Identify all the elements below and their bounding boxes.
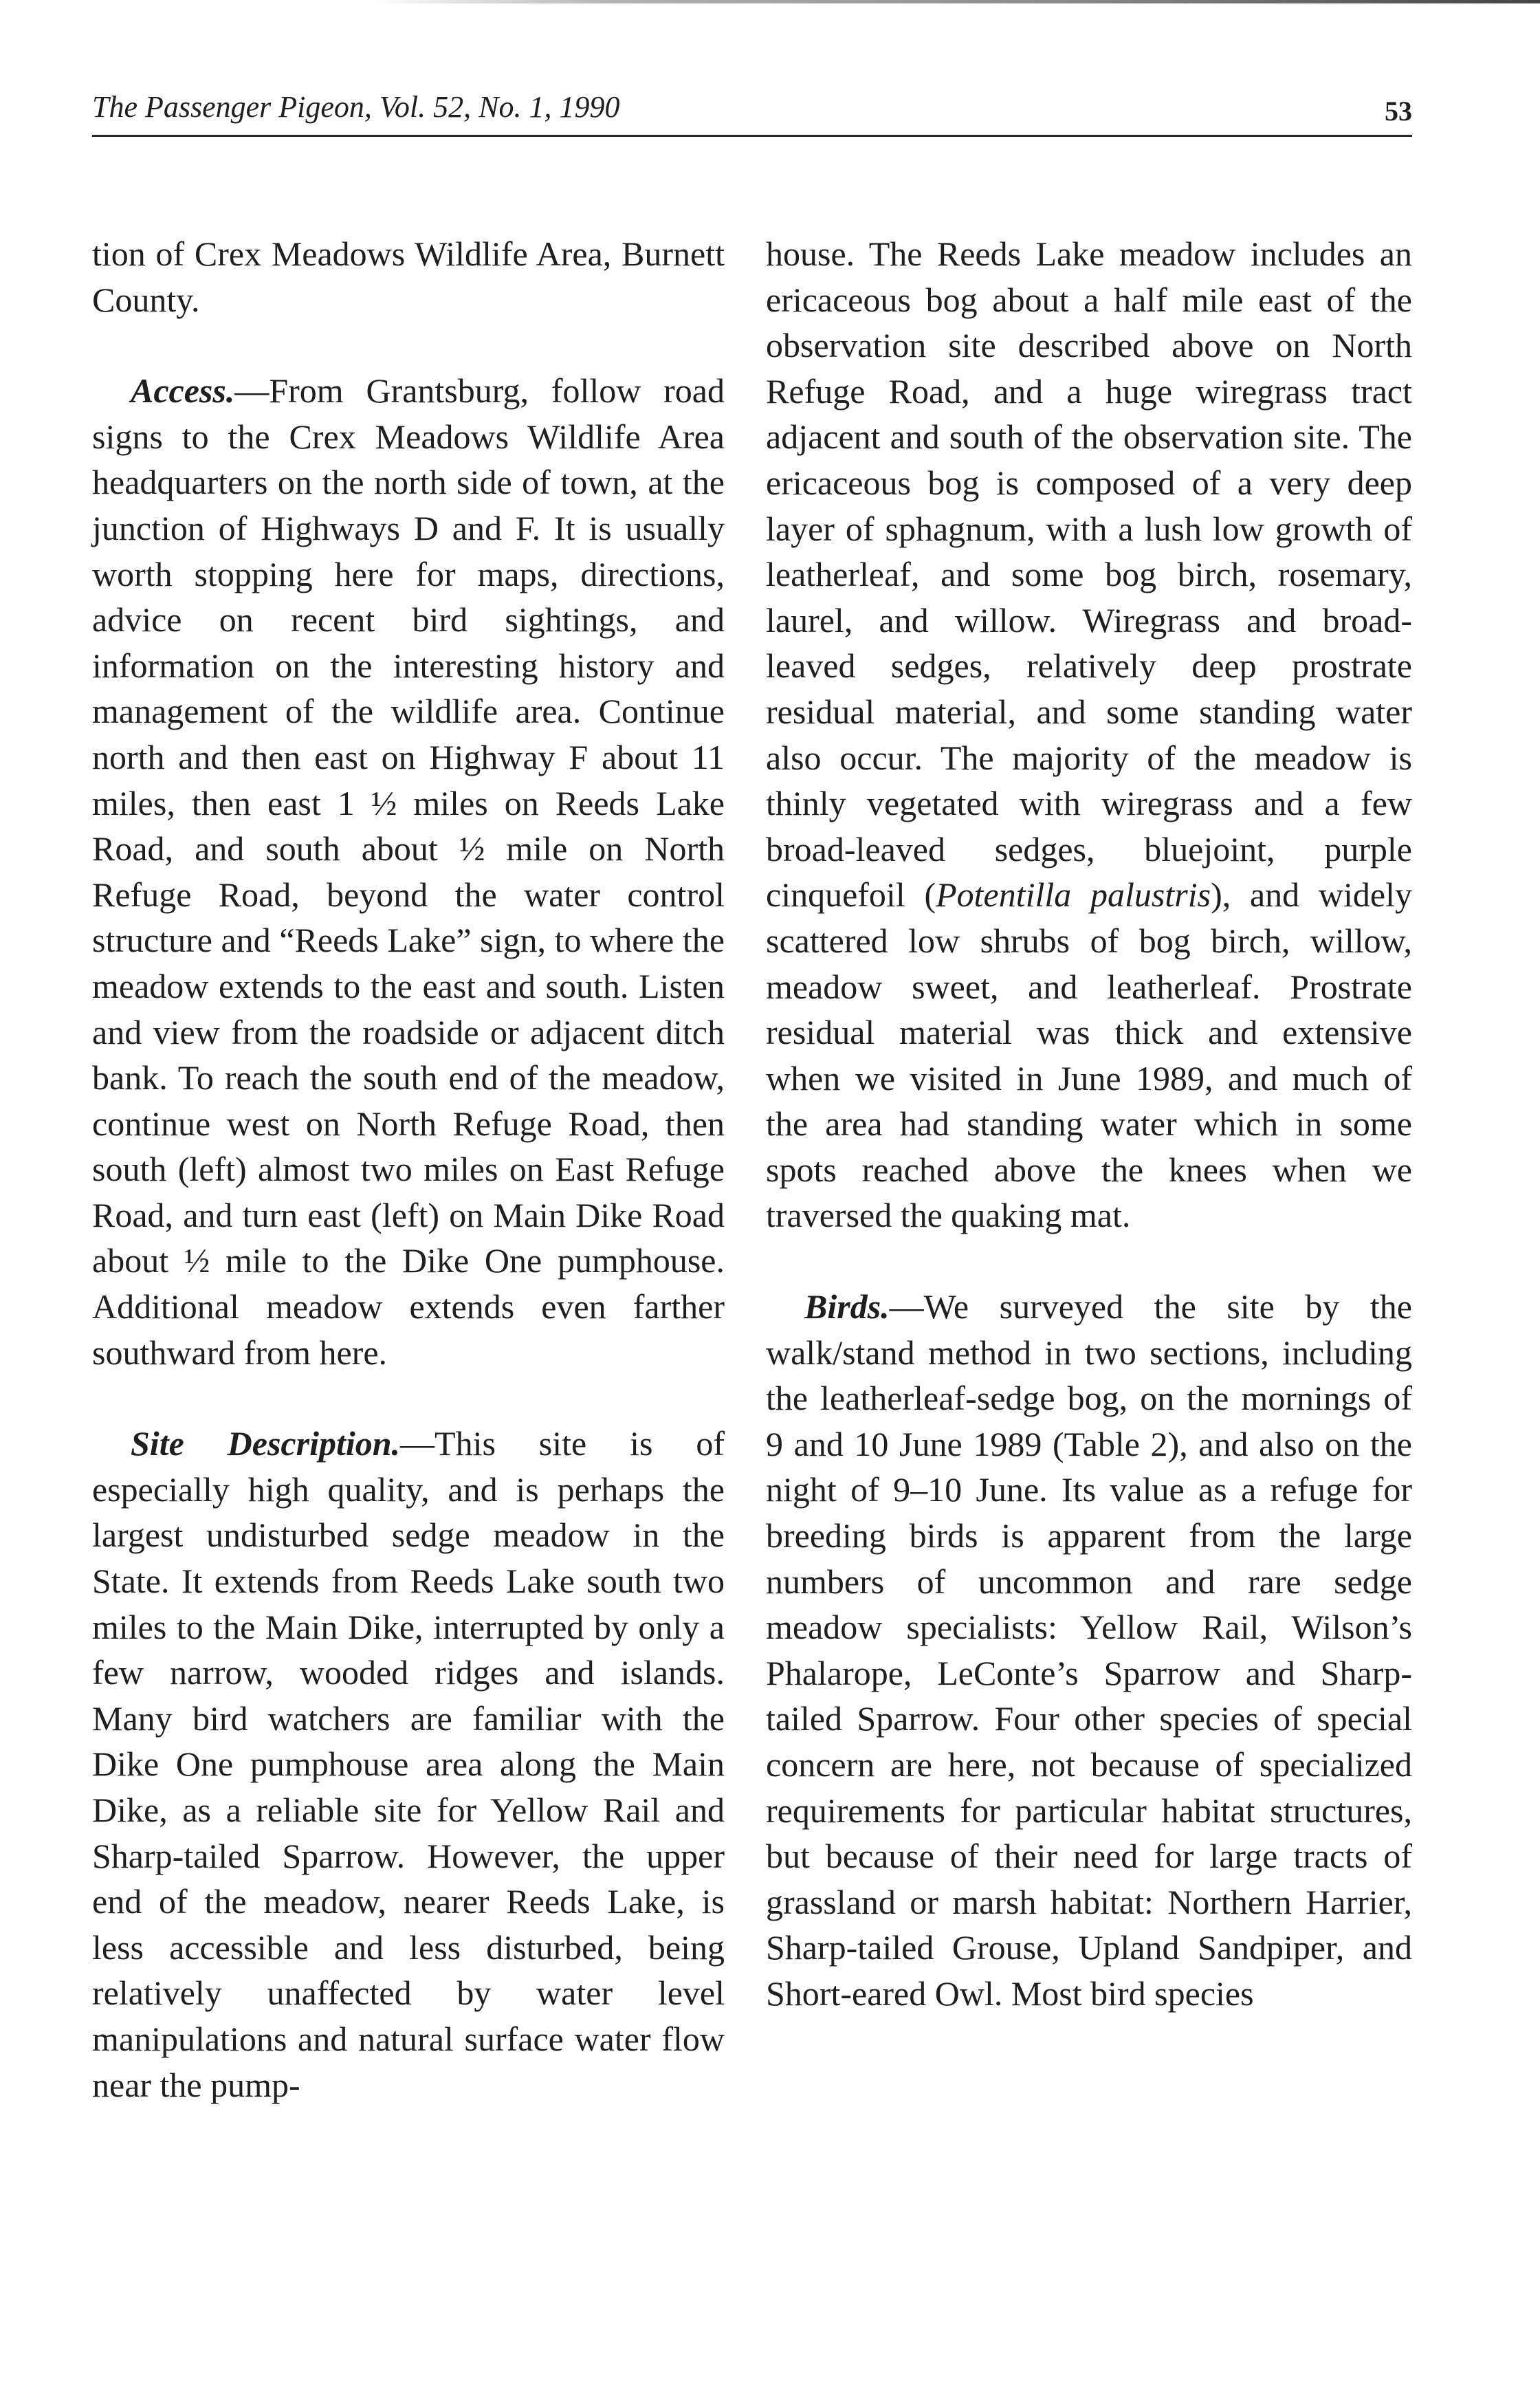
page-header — [92, 83, 1412, 132]
birds-text: —We surveyed the site by the walk/stand method in two sections, including the leatherleaf-sedge bog, on the mornings of 9 and 10 June 1989 (Table 2), and also on the night of 9–10 June. Its value as a refuge for breeding birds is apparent from the large numbers of uncommon and rare sedge meadow specialists: Yellow Rail, Wilson’s Phalarope, LeConte’s Sparrow and Sharp-tailed Sparrow. Four other species of special concern are here, not because of specialized requirements for particular habitat structures, but because of their need for large tracts of grassland or marsh habitat: Northern Harrier, Sharp-tailed Grouse, Upland Sandpiper, and Short-eared Owl. Most bird species — [766, 1287, 1412, 2013]
scientific-name: Potentilla palustris — [936, 875, 1211, 915]
continuation-text-b: ), and widely scattered low shrubs of bog birch, willow, meadow sweet, and leatherleaf. Prostrate residual material was thick and extensive when we visited in June 1989, and much of the area had standing water which in some spots reached above the knees when we traversed the quaking mat. — [766, 875, 1412, 1235]
paragraph-continuation — [92, 231, 725, 323]
access-text: —From Grantsburg, follow road signs to the Crex Meadows Wildlife Area headquarters on the north side of town, at the junction of Highways D and F. It is usually worth stopping here for maps, directions, advice on recent bird sightings, and information on the interesting history and management of the wildlife area. Continue north and then east on Highway F about 11 miles, then east 1 ½ miles on Reeds Lake Road, and south about ½ mile on North Refuge Road, beyond the water control structure and “Reeds Lake” sign, to where the meadow extends to the east and south. Listen and view from the roadside or adjacent ditch bank. To reach the south end of the meadow, continue west on North Refuge Road, then south (left) almost two miles on East Refuge Road, and turn east (left) on Main Dike Road about ½ mile to the Dike One pumphouse. Additional meadow extends even farther southward from here. — [92, 371, 725, 1372]
access-section — [92, 368, 725, 1375]
site-description-text: —This site is of especially high quality, and is perhaps the largest undisturbed sedge meadow in the State. It extends from Reeds Lake south two miles to the Main Dike, interrupted by only a few narrow, wooded ridges and islands. Many bird watchers are familiar with the Dike One pumphouse area along the Main Dike, as a reliable site for Yellow Rail and Sharp-tailed Sparrow. However, the upper end of the meadow, nearer Reeds Lake, is less accessible and less disturbed, being relatively unaffected by water level manipulations and natural surface water flow near the pump- — [92, 1424, 725, 2104]
birds-section — [766, 1284, 1412, 2017]
running-head: The Passenger Pigeon, Vol. 52, No. 1, 1990 — [92, 90, 620, 124]
site-description-continuation — [766, 231, 1412, 1238]
left-column — [92, 231, 725, 2108]
right-column — [766, 231, 1412, 2017]
paragraph-text: tion of Crex Meadows Wildlife Area, Burnett County. — [92, 234, 725, 319]
access-heading: Access. — [131, 371, 235, 411]
page-number: 53 — [1385, 96, 1412, 127]
continuation-text-a: house. The Reeds Lake meadow includes an ericaceous bog about a half mile east of the observation site described above on North Refuge Road, and a huge wiregrass tract adjacent and south of the observation site. The ericaceous bog is composed of a very deep layer of sphagnum, with a lush low growth of leatherleaf, and some bog birch, rosemary, laurel, and willow. Wiregrass and broad-leaved sedges, relatively deep prostrate residual material, and some standing water also occur. The majority of the meadow is thinly vegetated with wiregrass and a few broad-leaved sedges, bluejoint, purple cinquefoil ( — [766, 234, 1412, 915]
site-description-section — [92, 1421, 725, 2108]
site-description-heading: Site Description. — [131, 1424, 401, 1463]
scan-edge-shadow — [371, 0, 1540, 3]
birds-heading: Birds. — [804, 1287, 890, 1326]
header-rule — [92, 135, 1412, 137]
